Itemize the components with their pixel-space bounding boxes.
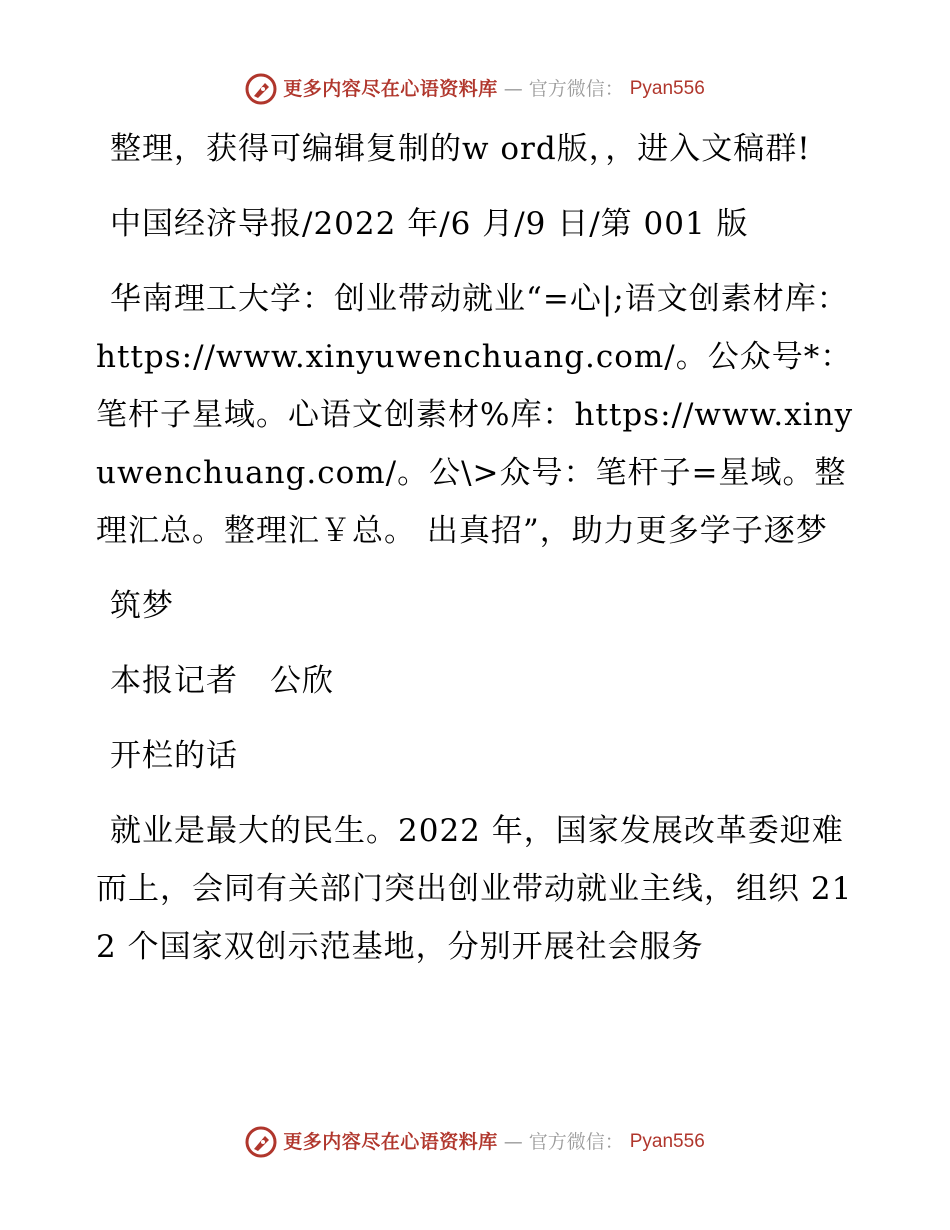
watermark-wechat-id: Pyan556 xyxy=(629,78,705,99)
footer-watermark xyxy=(0,1126,950,1158)
article-title: 华南理工大学：创业带动就业“=心|;语文创素材库：https://www.xinyuwenchuang.com/。公众号*：笔杆子星域。心语文创素材%库：https://www.xinyuwenchuang.com/。公\>众号：笔杆子=星域。整理汇总。整理汇￥总。 出真招”，助力更多学子逐梦 xyxy=(96,281,854,549)
watermark-wechat-label: 官方微信： xyxy=(528,1131,624,1153)
section-heading: 开栏的话 xyxy=(110,738,238,774)
pen-nib-logo-icon xyxy=(245,73,277,105)
watermark-site-text: 更多内容尽在心语资料库 xyxy=(283,1131,498,1153)
source-line: 中国经济导报/2022 年/6 月/9 日/第 001 版 xyxy=(110,206,749,242)
pen-nib-logo-icon xyxy=(245,1126,277,1158)
watermark-dash: — xyxy=(503,78,523,100)
intro-paragraph: 整理，获得可编辑复制的w ord版，，进入文稿群! xyxy=(110,131,811,167)
watermark-wechat-id: Pyan556 xyxy=(629,1131,705,1152)
body-paragraph: 就业是最大的民生。2022 年，国家发展改革委迎难而上，会同有关部门突出创业带动就业主线，组织 212 个国家双创示范基地，分别开展社会服务 xyxy=(96,813,853,965)
watermark-site-text: 更多内容尽在心语资料库 xyxy=(283,78,498,100)
article-subtitle: 筑梦 xyxy=(110,588,174,624)
header-watermark xyxy=(0,73,950,105)
watermark-wechat-label: 官方微信： xyxy=(528,78,624,100)
watermark-dash: — xyxy=(503,1131,523,1153)
document-body xyxy=(96,120,856,993)
byline: 本报记者 公欣 xyxy=(110,663,334,699)
